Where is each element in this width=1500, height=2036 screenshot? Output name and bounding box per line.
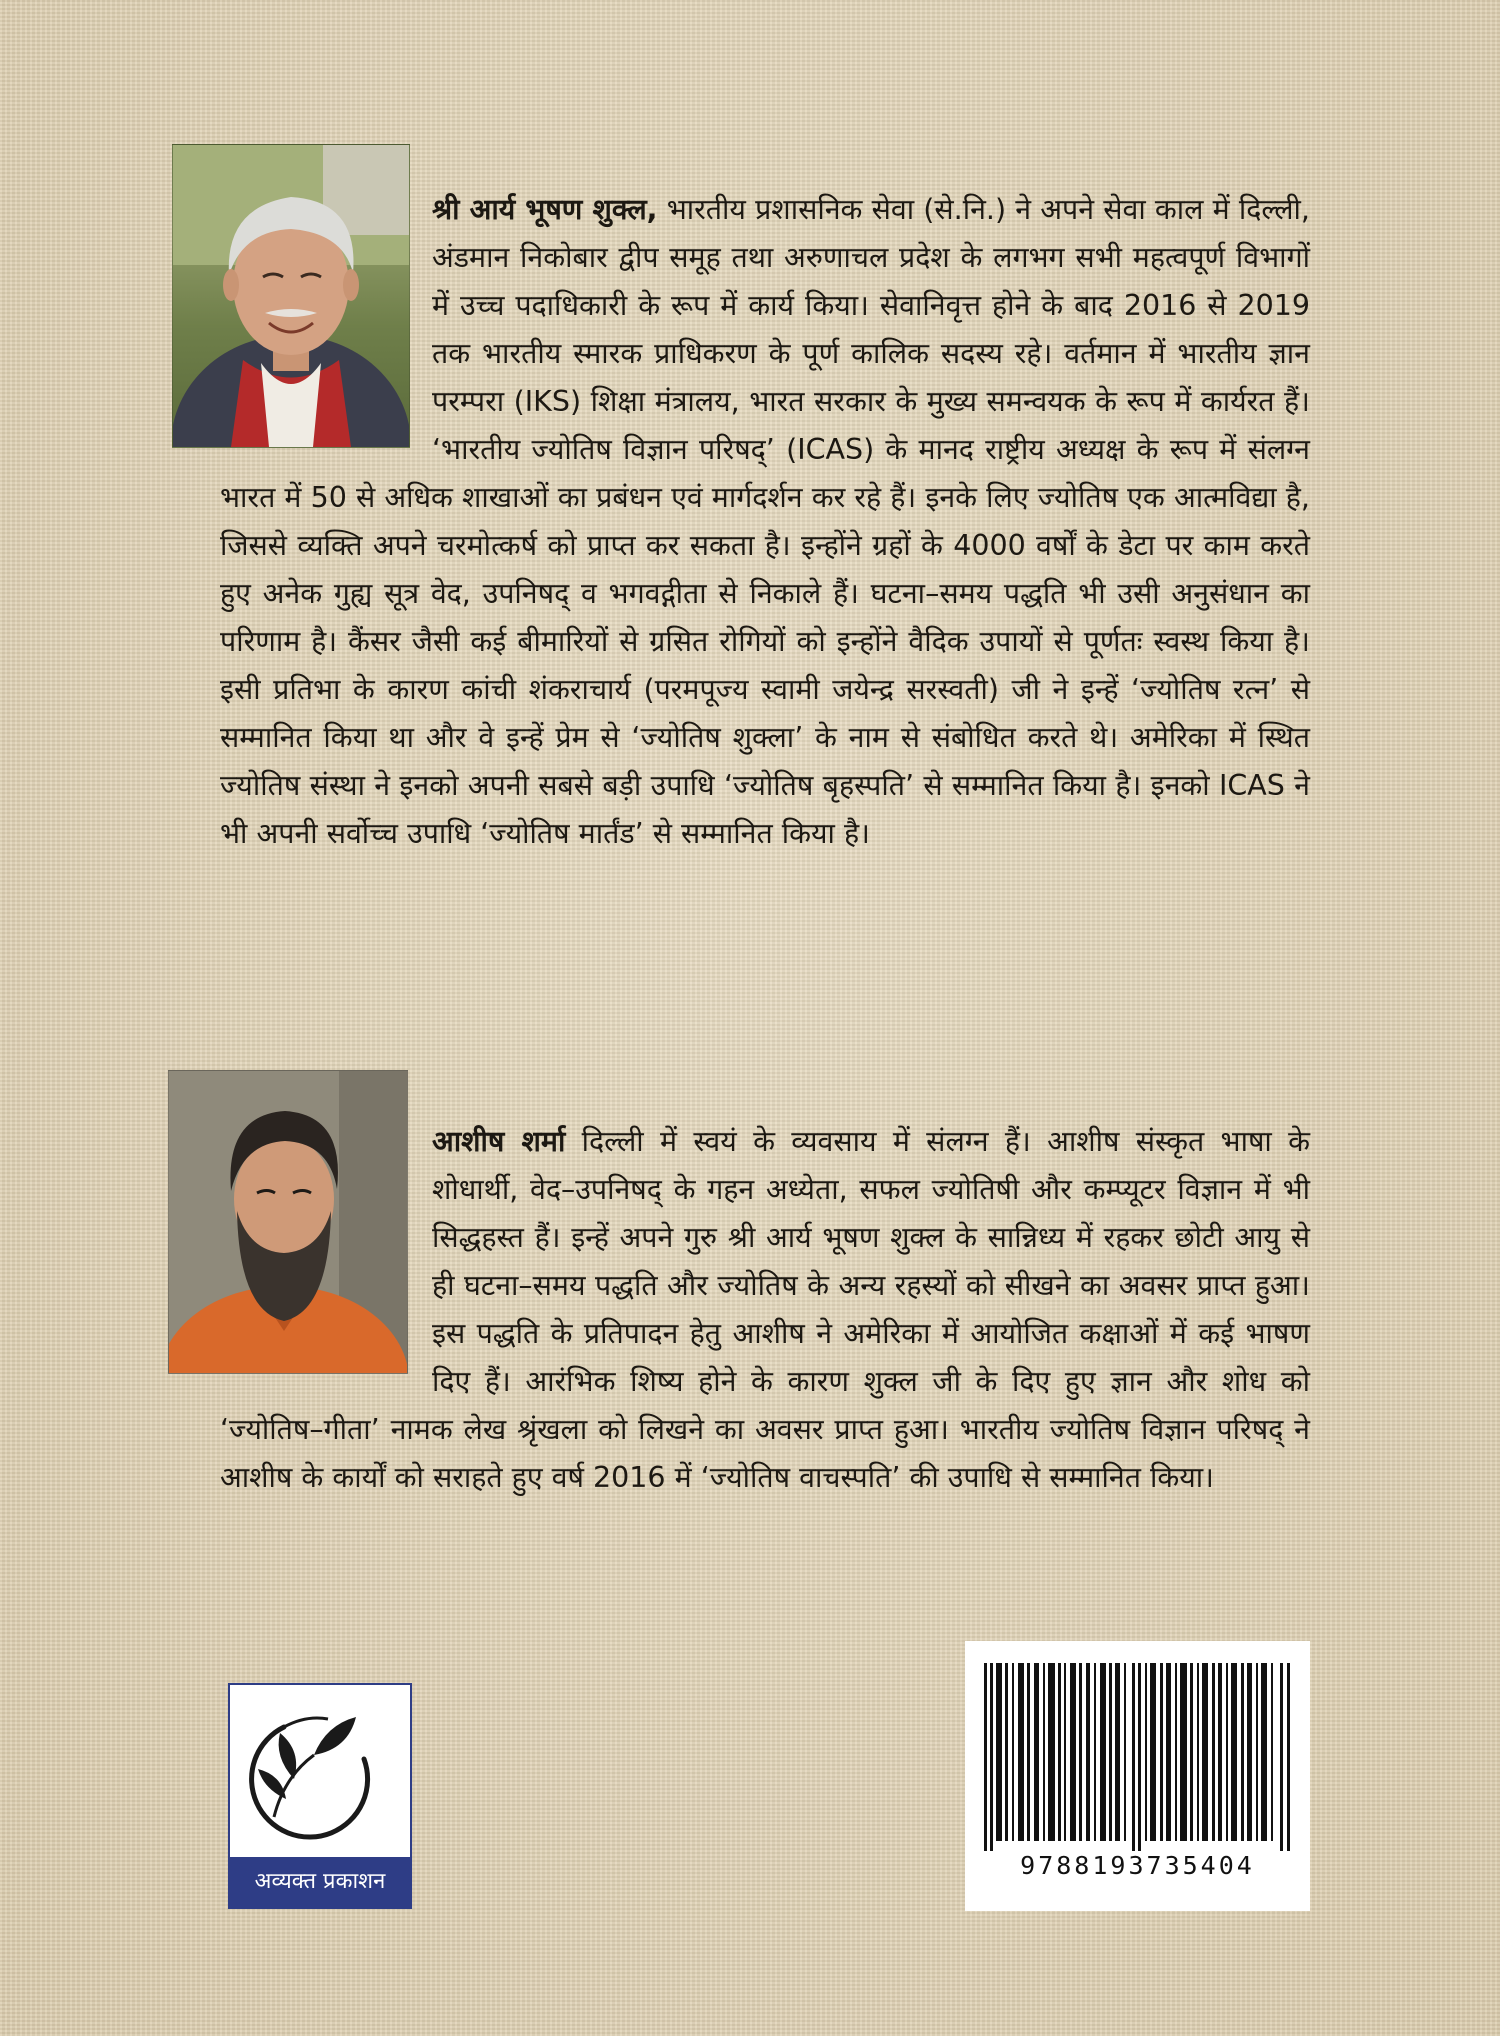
- publisher-logo: [228, 1683, 412, 1909]
- publisher-name: अव्यक्त प्रकाशन: [230, 1857, 410, 1907]
- author2-photo: [168, 1070, 408, 1374]
- author1-bio-block: [220, 186, 1310, 858]
- author1-bio-text: भारतीय प्रशासनिक सेवा (से.नि.) ने अपने सेवा काल में दिल्ली, अंडमान निकोबार द्वीप समूह तथा अरुणाचल प्रदेश के लगभग सभी महत्वपूर्ण विभागों में उच्च पदाधिकारी के रूप में कार्य किया। सेवानिवृत्त होने के बाद 2016 से 2019 तक भारतीय स्मारक प्राधिकरण के पूर्ण कालिक सदस्य रहे। वर्तमान में भारतीय ज्ञान परम्परा (IKS) शिक्षा मंत्रालय, भारत सरकार के मुख्य समन्वयक के रूप में कार्यरत हैं। ‘भारतीय ज्योतिष विज्ञान परिषद्’ (ICAS) के मानद राष्ट्रीय अध्यक्ष के रूप में संलग्न भारत में 50 से अधिक शाखाओं का प्रबंधन एवं मार्गदर्शन कर रहे हैं। इनके लिए ज्योतिष एक आत्मविद्या है, जिससे व्यक्ति अपने चरमोत्कर्ष को प्राप्त कर सकता है। इन्होंने ग्रहों के 4000 वर्षों के डेटा पर काम करते हुए अनेक गुह्य सूत्र वेद, उपनिषद् व भगवद्गीता से निकाले हैं। घटना–समय पद्धति भी उसी अनुसंधान का परिणाम है। कैंसर जैसी कई बीमारियों से ग्रसित रोगियों को इन्होंने वैदिक उपायों से पूर्णतः स्वस्थ किया है। इसी प्रतिभा के कारण कांची शंकराचार्य (परमपूज्य स्वामी जयेन्द्र सरस्वती) जी ने इन्हें ‘ज्योतिष रत्न’ से सम्मानित किया था और वे इन्हें प्रेम से ‘ज्योतिष शुक्ला’ के नाम से संबोधित करते थे। अमेरिका में स्थित ज्योतिष संस्था ने इनको अपनी सबसे बड़ी उपाधि ‘ज्योतिष बृहस्पति’ से सम्मानित किया है। इनको ICAS ने भी अपनी सर्वोच्च उपाधि ‘ज्योतिष मार्तंड’ से सम्मानित किया है।: [220, 193, 1310, 850]
- barcode-bars-icon: [984, 1663, 1290, 1851]
- author2-name: आशीष शर्मा: [432, 1125, 566, 1158]
- isbn-number: 9788193735404: [1020, 1851, 1255, 1880]
- author1-portrait-icon: [173, 145, 409, 447]
- author1-name: श्री आर्य भूषण शुक्ल,: [432, 193, 658, 226]
- author1-photo: [172, 144, 410, 448]
- author2-bio-text: दिल्ली में स्वयं के व्यवसाय में संलग्न हैं। आशीष संस्कृत भाषा के शोधार्थी, वेद–उपनिषद् के गहन अध्येता, सफल ज्योतिषी और कम्प्यूटर विज्ञान में भी सिद्धहस्त हैं। इन्हें अपने गुरु श्री आर्य भूषण शुक्ल के सान्निध्य में रहकर छोटी आयु से ही घटना–समय पद्धति और ज्योतिष के अन्य रहस्यों को सीखने का अवसर प्राप्त हुआ। इस पद्धति के प्रतिपादन हेतु आशीष ने अमेरिका में आयोजित कक्षाओं में कई भाषण दिए हैं। आरंभिक शिष्य होने के कारण शुक्ल जी के दिए हुए ज्ञान और शोध को ‘ज्योतिष–गीता’ नामक लेख श्रृंखला को लिखने का अवसर प्राप्त हुआ। भारतीय ज्योतिष विज्ञान परिषद् ने आशीष के कार्यों को सराहते हुए वर्ष 2016 में ‘ज्योतिष वाचस्पति’ की उपाधि से सम्मानित किया।: [220, 1125, 1310, 1494]
- isbn-barcode: [965, 1641, 1310, 1911]
- author2-portrait-icon: [169, 1071, 407, 1373]
- leaf-circle-logo-icon: [244, 1697, 398, 1855]
- author2-bio-block: [220, 1118, 1310, 1502]
